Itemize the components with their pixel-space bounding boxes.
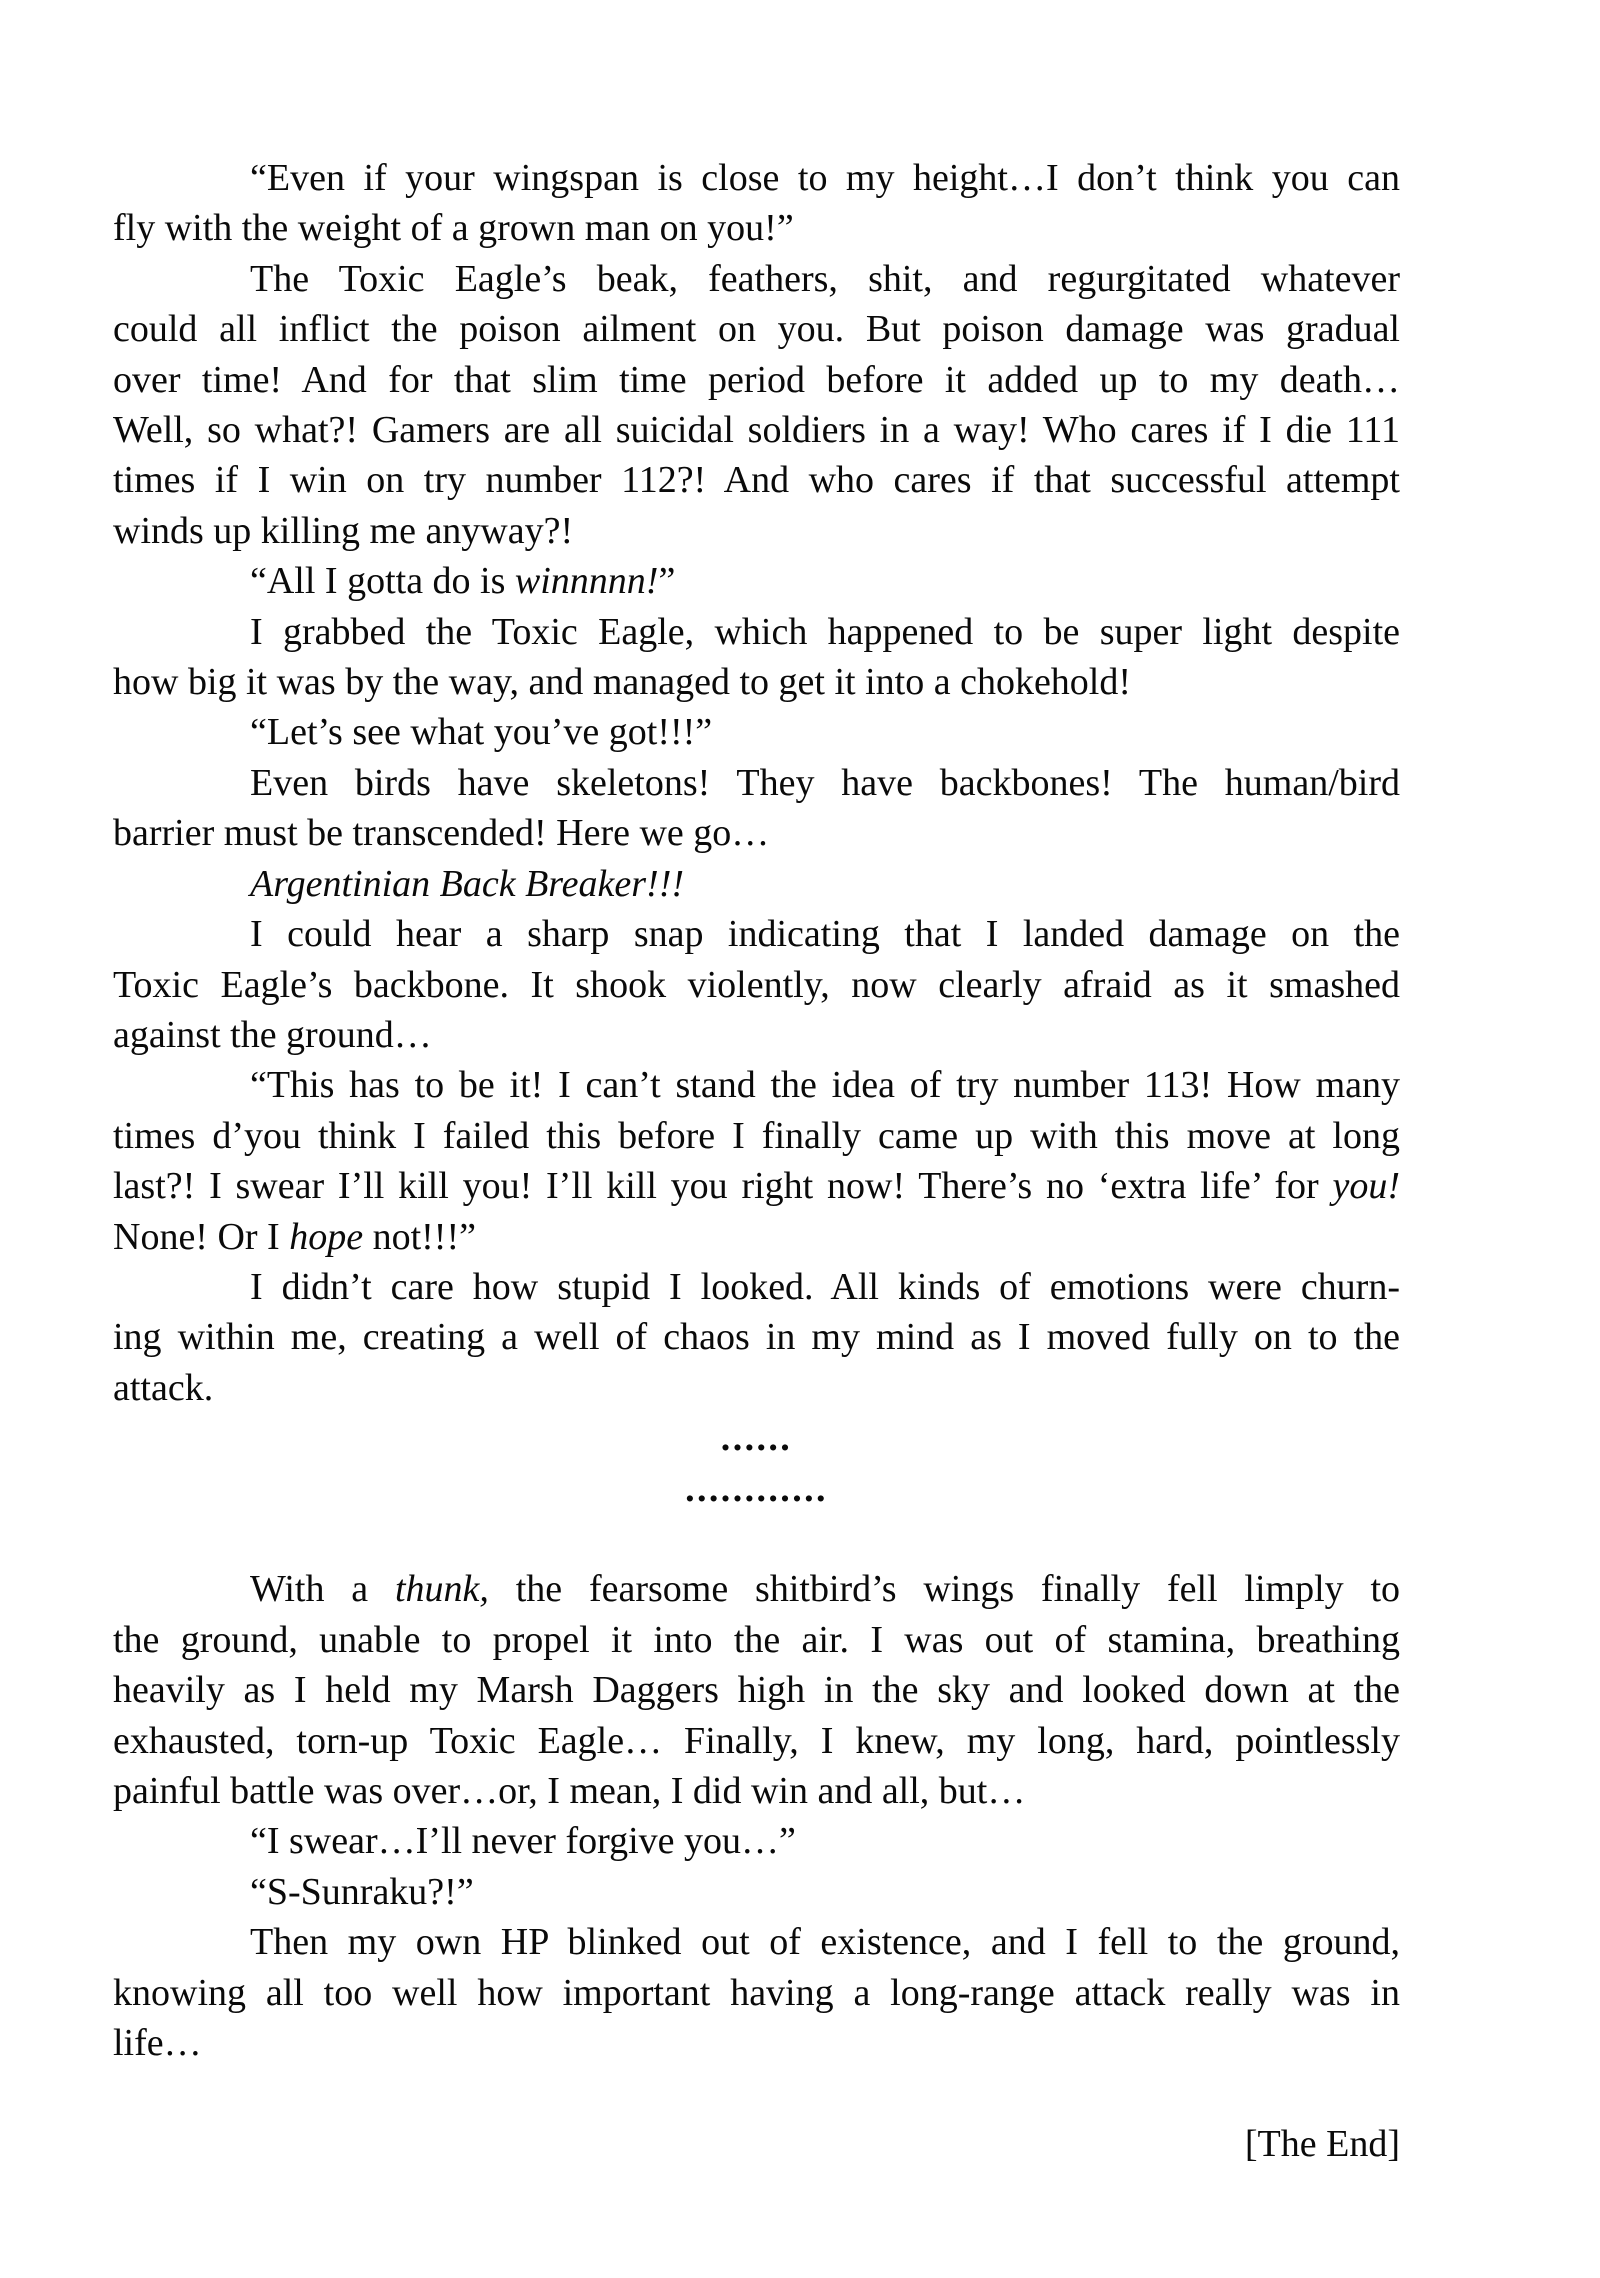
text-line: the ground, unable to propel it into the air. I was out of stamina, breathing xyxy=(113,1618,1400,1661)
text-line: Argentinian Back Breaker!!! xyxy=(250,862,685,905)
text-line: I didn’t care how stupid I looked. All kinds of emotions were churn- xyxy=(250,1265,1400,1308)
text-line: “I swear…I’ll never forgive you…” xyxy=(250,1820,796,1863)
text-line: “S-Sunraku?!” xyxy=(250,1870,474,1913)
text-line: times if I win on try number 112?! And who cares if that successful attempt xyxy=(113,459,1400,502)
text-line: “Let’s see what you’ve got!!!” xyxy=(250,711,713,754)
text-line: attack. xyxy=(113,1366,214,1409)
text-line: The Toxic Eagle’s beak, feathers, shit, and regurgitated whatever xyxy=(250,257,1400,300)
text-line: winds up killing me anyway?! xyxy=(113,509,574,552)
text-line: heavily as I held my Marsh Daggers high in the sky and looked down at the xyxy=(113,1669,1400,1712)
paragraph-11 xyxy=(113,1564,1400,1816)
ellipsis-row-long: ............ xyxy=(685,1467,828,1510)
text-line: “All I gotta do is winnnnn!” xyxy=(250,560,676,603)
paragraph-4 xyxy=(113,607,1400,708)
text-line: knowing all too well how important having a long-range attack really was in xyxy=(113,1971,1400,2014)
text-line: last?! I swear I’ll kill you! I’ll kill you right now! There’s no ‘extra life’ for you! xyxy=(113,1165,1400,1208)
text-line: times d’you think I failed this before I finally came up with this move at long xyxy=(113,1114,1400,1157)
text-line: fly with the weight of a grown man on you!” xyxy=(113,207,794,250)
paragraph-12 xyxy=(113,1816,1400,1866)
text-line: how big it was by the way, and managed to get it into a chokehold! xyxy=(113,661,1132,704)
text-line: over time! And for that slim time period before it added up to my death… xyxy=(113,358,1400,401)
paragraph-13 xyxy=(113,1867,1400,1917)
paragraph-9 xyxy=(113,1060,1400,1262)
text-line: Then my own HP blinked out of existence, and I fell to the ground, xyxy=(250,1921,1400,1964)
text-line: “This has to be it! I can’t stand the idea of try number 113! How many xyxy=(250,1064,1400,1107)
paragraph-6 xyxy=(113,758,1400,859)
text-line: I could hear a sharp snap indicating that I landed damage on the xyxy=(250,913,1400,956)
ellipsis-row-short: ...... xyxy=(720,1417,793,1460)
text-line: exhausted, torn-up Toxic Eagle… Finally, I knew, my long, hard, pointlessly xyxy=(113,1719,1400,1762)
paragraph-14 xyxy=(113,1917,1400,2068)
paragraph-2 xyxy=(113,254,1400,556)
text-line: Toxic Eagle’s backbone. It shook violently, now clearly afraid as it smashed xyxy=(113,963,1400,1006)
text-line: life… xyxy=(113,2021,202,2064)
paragraph-8 xyxy=(113,909,1400,1060)
paragraph-7 xyxy=(113,859,1400,909)
text-line: Even birds have skeletons! They have backbones! The human/bird xyxy=(250,761,1400,804)
paragraph-1 xyxy=(113,153,1400,254)
paragraph-3 xyxy=(113,556,1400,606)
text-line: painful battle was over…or, I mean, I did win and all, but… xyxy=(113,1769,1026,1812)
text-line: With a thunk, the fearsome shitbird’s wings finally fell limply to xyxy=(250,1568,1400,1611)
text-line: “Even if your wingspan is close to my height…I don’t think you can xyxy=(250,157,1400,199)
text-line: could all inflict the poison ailment on you. But poison damage was gradual xyxy=(113,308,1400,351)
text-line: I grabbed the Toxic Eagle, which happened to be super light despite xyxy=(250,610,1400,653)
the-end-label: [The End] xyxy=(1244,2122,1400,2165)
paragraph-10 xyxy=(113,1262,1400,1413)
text-line: Well, so what?! Gamers are all suicidal soldiers in a way! Who cares if I die 111 xyxy=(113,409,1400,452)
book-page-text xyxy=(113,0,1400,2169)
text-line: None! Or I hope not!!!” xyxy=(113,1215,476,1258)
paragraph-5 xyxy=(113,707,1400,757)
text-line: barrier must be transcended! Here we go… xyxy=(113,812,770,855)
text-line: against the ground… xyxy=(113,1013,432,1056)
text-line: ing within me, creating a well of chaos in my mind as I moved fully on to the xyxy=(113,1316,1400,1359)
